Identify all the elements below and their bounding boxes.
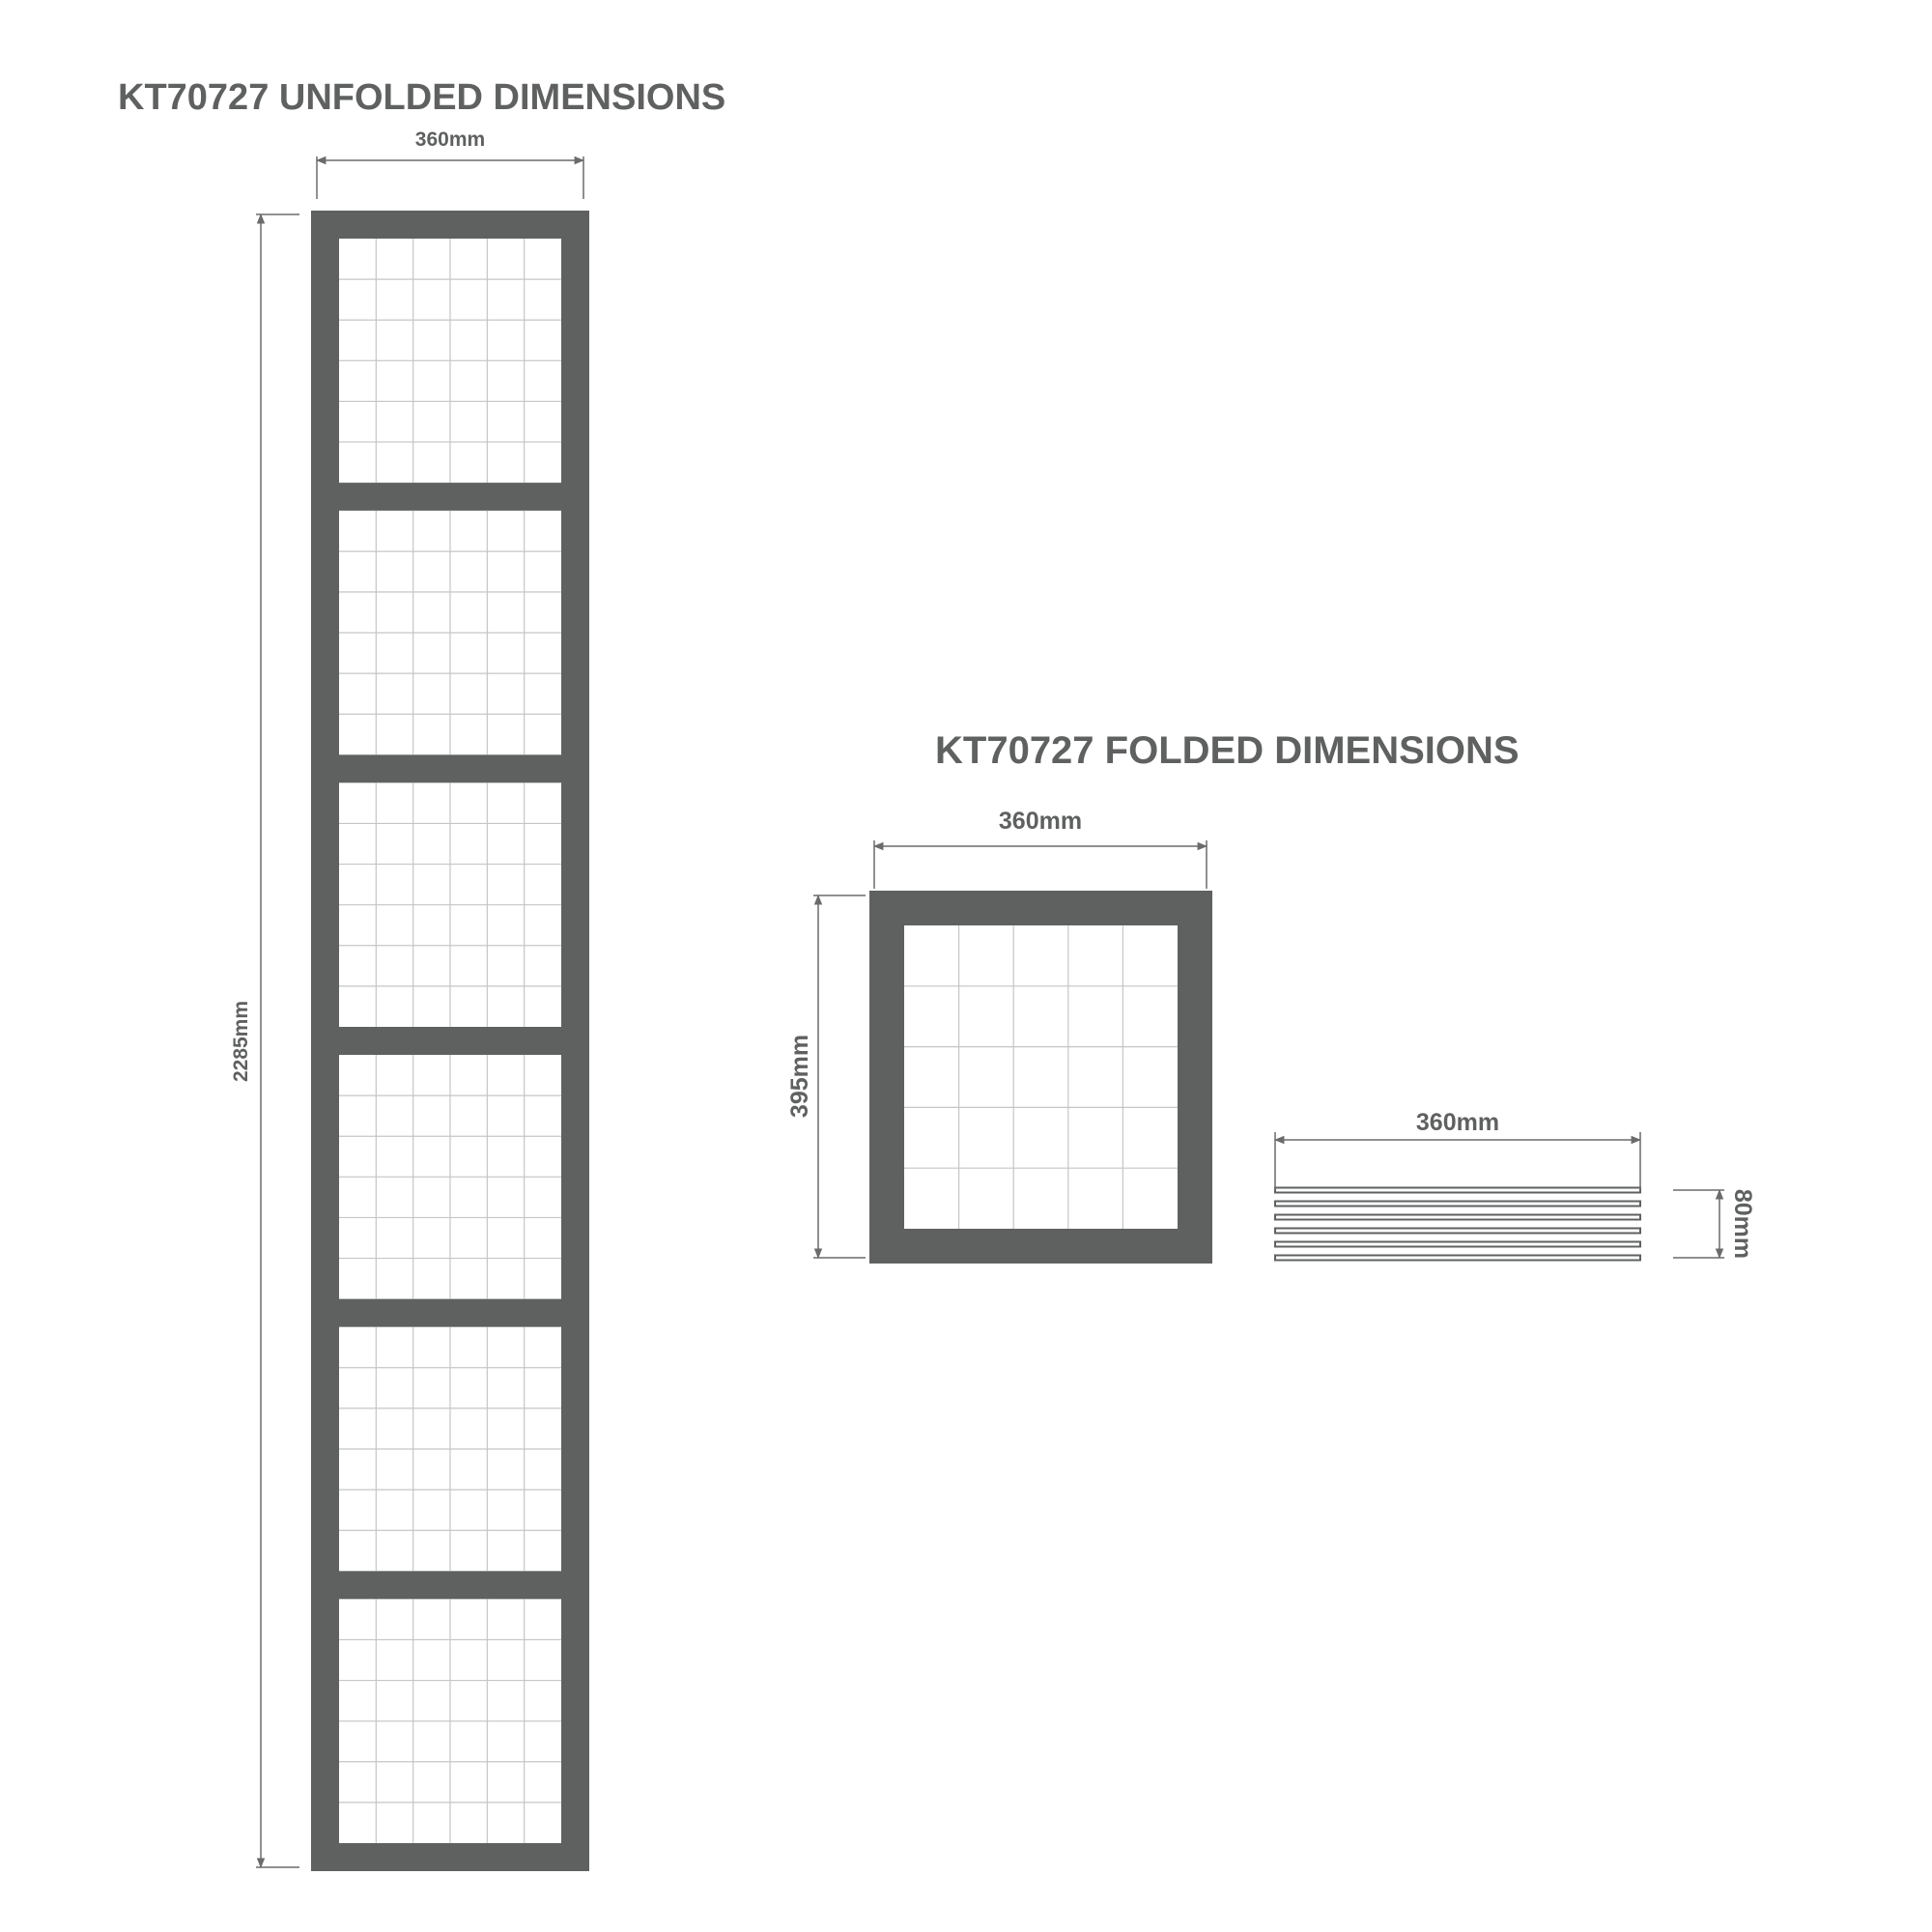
unfolded-title: KT70727 UNFOLDED DIMENSIONS — [118, 77, 726, 118]
panel — [339, 1599, 561, 1843]
stacked-panel — [1275, 1229, 1640, 1234]
folded-stack-side-view — [1275, 1188, 1640, 1261]
panel-opening — [904, 925, 1178, 1229]
unfolded-width-label: 360mm — [414, 128, 486, 151]
folded-width-label: 360mm — [998, 808, 1083, 835]
stacked-panel — [1275, 1215, 1640, 1220]
folded-width-dimension — [874, 808, 1207, 889]
unfolded-width-dimension — [317, 128, 583, 199]
unfolded-panel-column — [311, 211, 589, 1871]
stacked-panel — [1275, 1188, 1640, 1193]
folded-height-dimension — [786, 895, 866, 1258]
stack-width-dimension — [1275, 1109, 1640, 1190]
panel — [339, 511, 561, 755]
unfolded-height-dimension — [230, 214, 299, 1867]
folded-front-panel — [869, 891, 1212, 1264]
panel — [339, 239, 561, 483]
panel — [339, 1327, 561, 1572]
panel — [339, 1055, 561, 1299]
stack-width-label: 360mm — [1415, 1109, 1500, 1136]
stack-depth-dimension — [1673, 1189, 1756, 1259]
stack-depth-label: 80mm — [1729, 1188, 1756, 1260]
folded-height-label: 395mm — [786, 1034, 813, 1119]
folded-title: KT70727 FOLDED DIMENSIONS — [935, 729, 1520, 772]
panel — [339, 782, 561, 1027]
stacked-panel — [1275, 1202, 1640, 1207]
stacked-panel — [1275, 1256, 1640, 1261]
unfolded-height-label: 2285mm — [230, 1000, 252, 1083]
stacked-panel — [1275, 1242, 1640, 1247]
